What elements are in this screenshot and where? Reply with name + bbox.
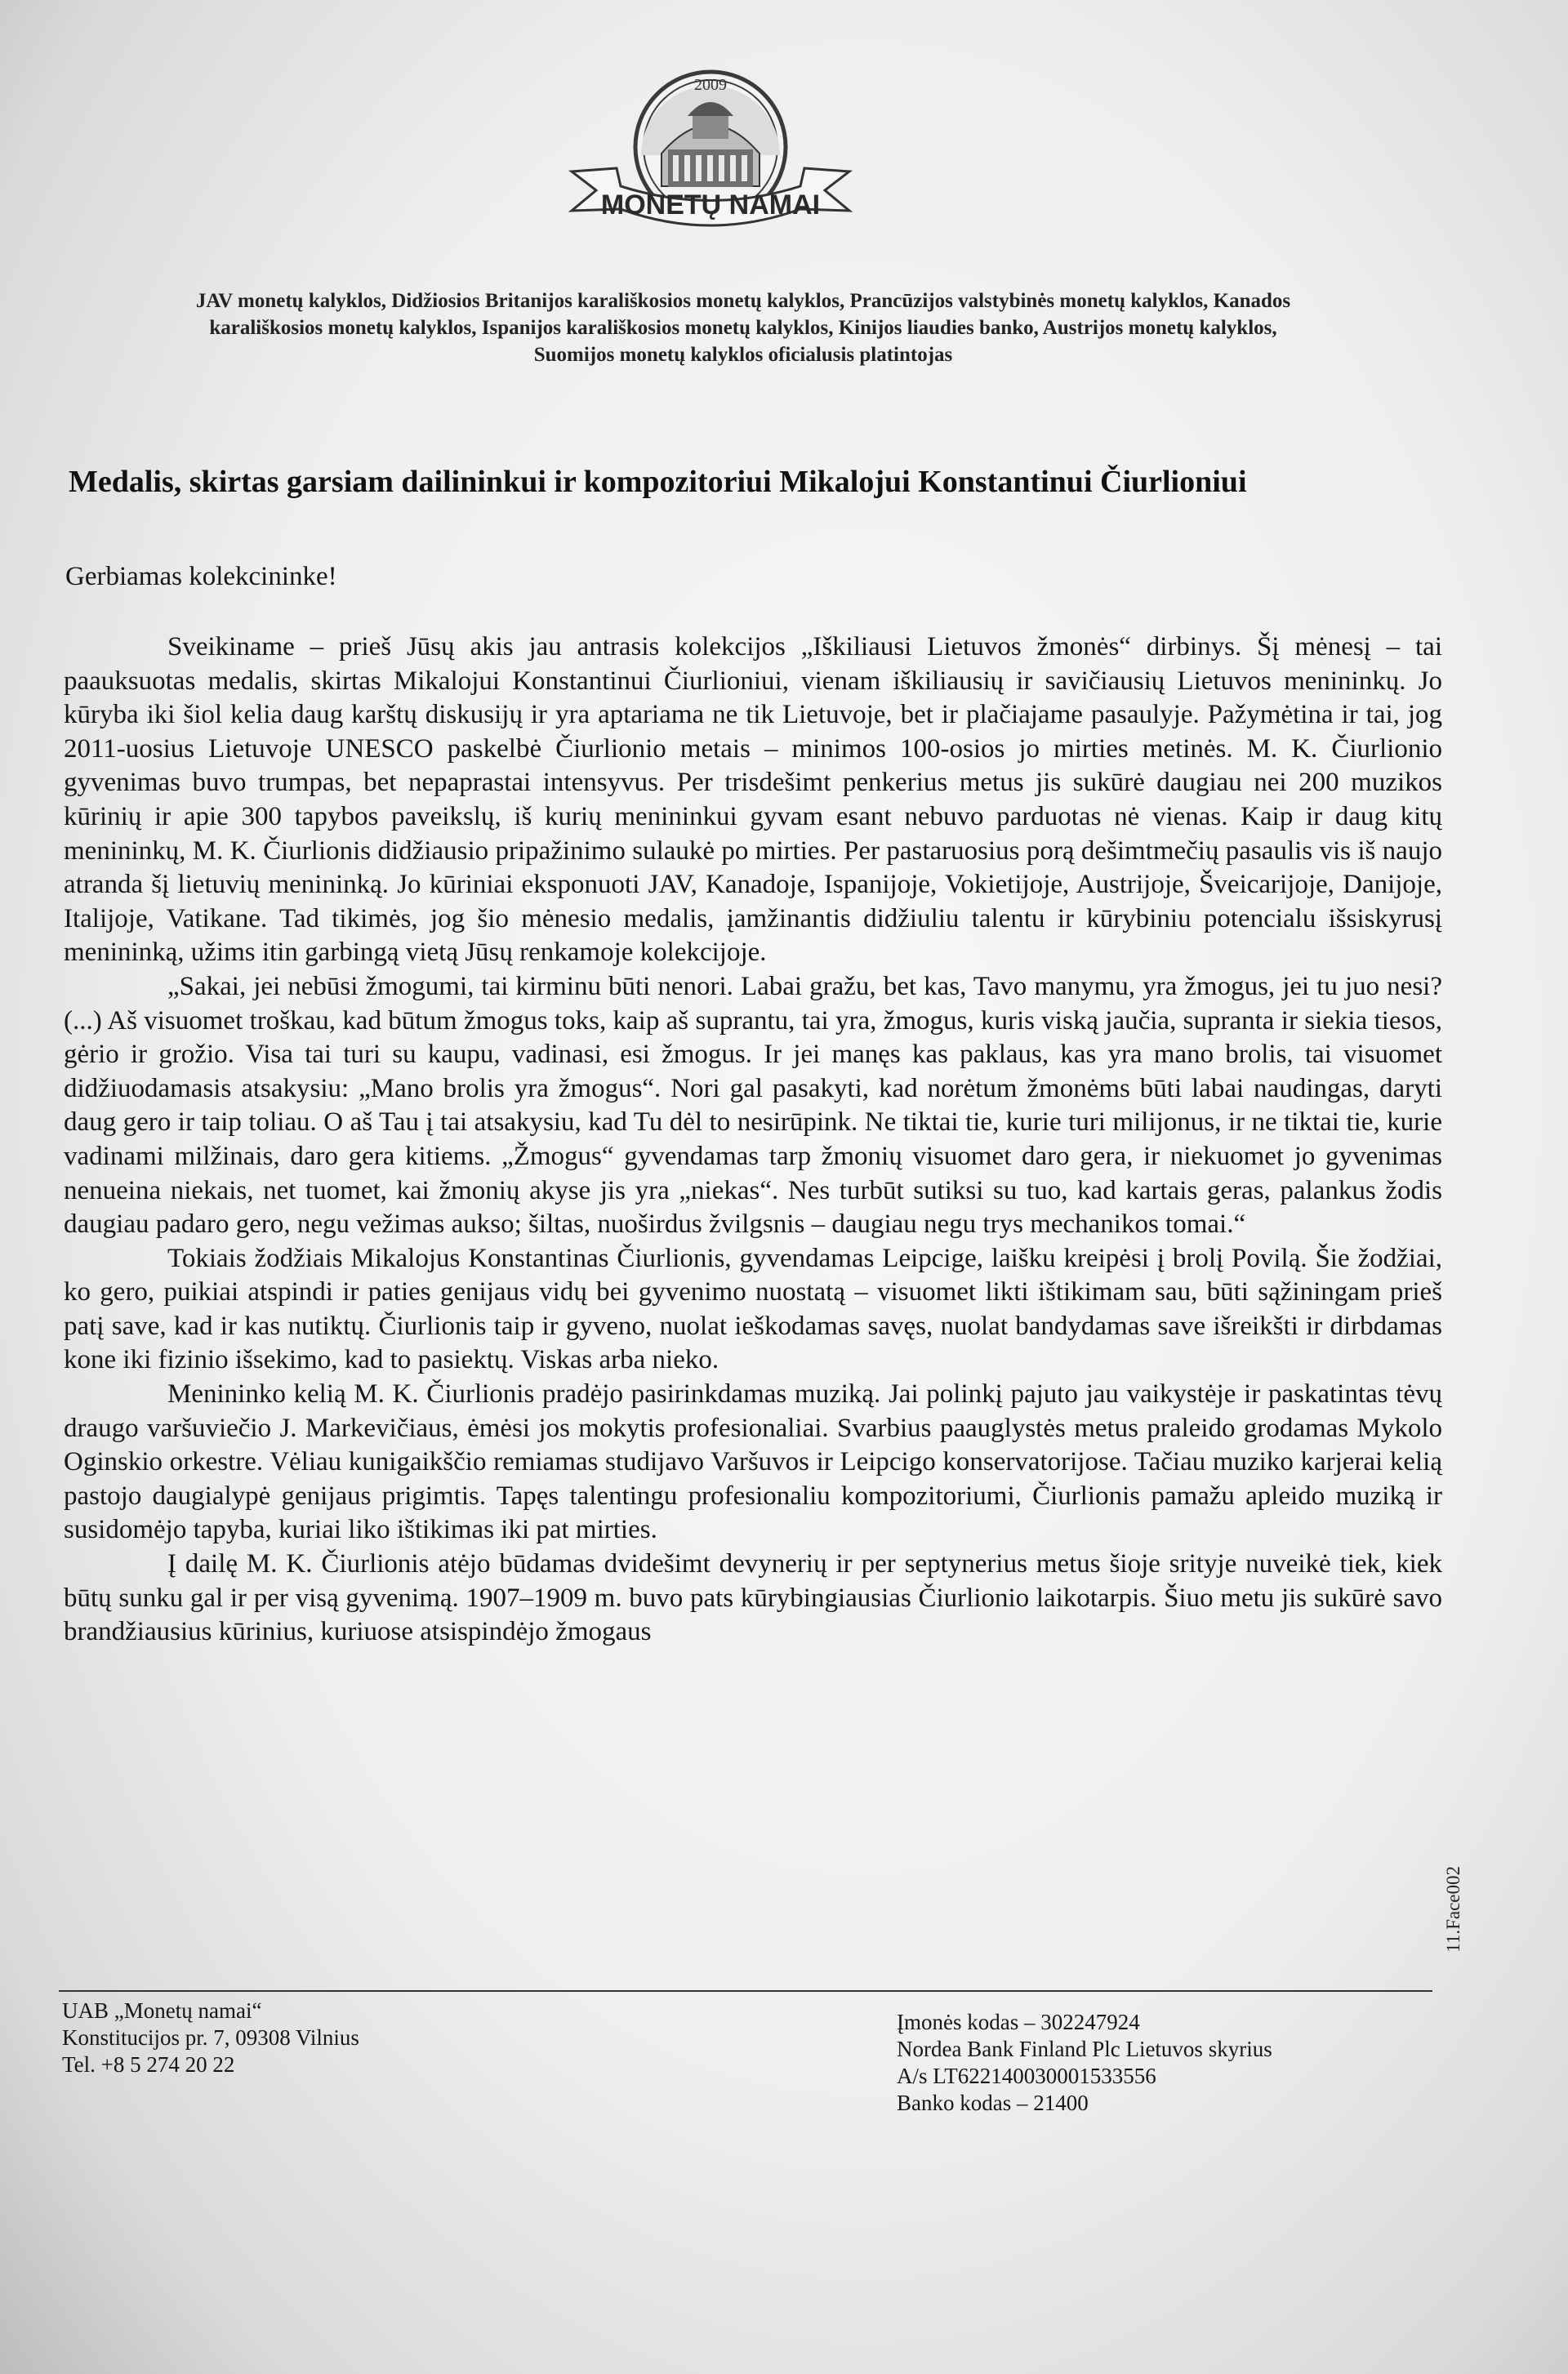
- body-paragraph: Sveikiname – prieš Jūsų akis jau antrasis kolekcijos „Iškiliausi Lietuvos žmonės“ dirbinys. Šį mėnesį – tai paauksuotas medalis, skirtas Mikalojui Konstantinui Čiurlioniui, vienam iškiliausių ir savičiausių Lietuvos menininkų. Jo kūryba iki šiol kelia daug karštų diskusijų ir yra aptariama ne tik Lietuvoje, bet ir plačiajame pasaulyje. Pažymėtina ir tai, jog 2011-uosius Lietuvoje UNESCO paskelbė Čiurlionio metais – minimos 100-osios jo mirties metinės. M. K. Čiurlionio gyvenimas buvo trumpas, bet nepaprastai intensyvus. Per trisdešimt penkerius metus jis sukūrė daugiau nei 200 muzikos kūrinių ir apie 300 tapybos paveikslų, iš kurių menininkui gyvam esant nebuvo parduotas nė vienas. Kaip ir daug kitų menininkų, M. K. Čiurlionis didžiausio pripažinimo sulaukė po mirties. Per pastaruosius porą dešimtmečių pasaulis vis iš naujo atranda šį lietuvių menininką. Jo kūriniai eksponuoti JAV, Kanadoje, Ispanijoje, Vokietijoje, Austrijoje, Šveicarijoje, Danijoje, Italijoje, Vatikane. Tad tikimės, jog šio mėnesio medalis, įamžinantis didžiuliu talentu ir kūrybiniu potencialu išsiskyrusį menininką, užims itin garbingą vietą Jūsų renkamoje kolekcijoje.: [64, 632, 1442, 968]
- document-code: 11.Face002: [1443, 1866, 1463, 1953]
- letter-title: Medalis, skirtas garsiam dailininkui ir kompozitoriui Mikalojui Konstantinui Čiurlioniui: [69, 465, 1247, 499]
- company-phone: Tel. +8 5 274 20 22: [62, 2052, 235, 2077]
- body-paragraph: Į dailę M. K. Čiurlionis atėjo būdamas dvidešimt devynerių ir per septynerius metus šioje srityje nuveikė tiek, kiek būtų sunku gal ir per visą gyvenimą. 1907–1909 m. buvo pats kūrybingiausias Čiurlionio laikotarpis. Šiuo metu jis sukūrė savo brandžiausius kūrinius, kuriuose atsispindėjo žmogaus: [64, 1549, 1442, 1647]
- company-name: UAB „Monetų namai“: [62, 1998, 262, 2023]
- footer-divider: [59, 1990, 1432, 1992]
- body-paragraph: Tokiais žodžiais Mikalojus Konstantinas Čiurlionis, gyvendamas Leipcige, laišku kreipėsi į brolį Povilą. Šie žodžiai, ko gero, puikiai atspindi ir paties genijaus vidų bei gyvenimo nuostatą – visuomet likti ištikimam sau, būti sąžiningam prieš patį save, kad ir kas nutiktų. Čiurlionis taip ir gyveno, nuolat ieškodamas savęs, nuolat bandydamas save išreikšti ir dirbdamas kone iki fizinio išsekimo, kad to pasiektų. Viskas arba nieko.: [64, 1243, 1442, 1375]
- bank-name: Nordea Bank Finland Plc Lietuvos skyrius: [897, 2037, 1272, 2061]
- distributors-line: JAV monetų kalyklos, Didžiosios Britanijos karališkosios monetų kalyklos, Prancūzijos valstybinės monetų kalyklos, Kanados: [195, 290, 1291, 312]
- body-paragraph: Menininko kelią M. K. Čiurlionis pradėjo pasirinkdamas muziką. Jai polinkį pajuto jau vaikystėje ir paskatintas tėvų draugo varšuviečio J. Markevičiaus, ėmėsi jos mokytis profesionaliai. Svarbius paauglystės metus praleido grodamas Mykolo Oginskio orkestre. Vėliau kunigaikščio remiamas studijavo Varšuvos ir Leipcigo konservatorijose. Tačiau muziko karjerai kelią pastojo daugialypė genijaus prigimtis. Tapęs talentingu profesionaliu kompozitoriumi, Čiurlionis pamažu apleido muziką ir susidomėjo tapyba, kuriai liko ištikimas iki pat mirties.: [64, 1379, 1442, 1545]
- logo-brand: MONETŲ NAMAI: [600, 189, 821, 220]
- footer-bank-details: [897, 2009, 1272, 2117]
- quote-paragraph: „Sakai, jei nebūsi žmogumi, tai kirminu būti nenori. Labai gražu, bet kas, Tavo manymu, yra žmogus, jei tu juo nesi? (...) Aš visuomet troškau, kad būtum žmogus toks, kaip aš suprantu, tai yra, žmogus, kuris viską jaučia, supranta ir siekia tiesos, gėrio ir grožio. Visa tai turi su kaupu, vadinasi, esi žmogus. Ir jei manęs kas paklaus, kas yra mano brolis, tai visuomet didžiuodamasis atsakysiu: „Mano brolis yra žmogus“. Nori gal pasakyti, kad norėtum žmonėms būti labai naudingas, daryti daug gero ir taip toliau. O aš Tau į tai atsakysiu, kad Tu dėl to nesirūpink. Ne tiktai tie, kurie turi milijonus, ir ne tiktai tie, kurie vadinami milžinais, daro gera kitiems. „Žmogus“ gyvendamas tarp žmonių visuomet daro gera, ir niekuomet jo gyvenimas nenueina niekais, net tuomet, kai žmonių akyse jis yra „niekas“. Nes turbūt sutiksi su tuo, kad kartais geras, palankus žodis daugiau padaro gero, negu vežimas aukso; šiltas, nuoširdus žvilgsnis – daugiau negu trys mechanikos tomai.“: [64, 971, 1442, 1240]
- bank-account: A/s LT622140030001533556: [897, 2064, 1156, 2088]
- letter-body: [64, 630, 1442, 1650]
- company-code: Įmonės kodas – 302247924: [897, 2010, 1140, 2034]
- monetu-namai-logo: [539, 64, 882, 268]
- salutation: Gerbiamas kolekcininke!: [65, 562, 337, 591]
- distributors-line: Suomijos monetų kalyklos oficialusis platintojas: [533, 344, 953, 366]
- footer-address: [62, 1998, 359, 2078]
- distributors-header: [49, 287, 1437, 368]
- logo-year: 2009: [694, 76, 727, 94]
- company-address: Konstitucijos pr. 7, 09308 Vilnius: [62, 2025, 359, 2050]
- bank-code: Banko kodas – 21400: [897, 2091, 1089, 2115]
- distributors-line: karališkosios monetų kalyklos, Ispanijos karališkosios monetų kalyklos, Kinijos liaudies banko, Austrijos monetų kalyklos,: [209, 317, 1277, 339]
